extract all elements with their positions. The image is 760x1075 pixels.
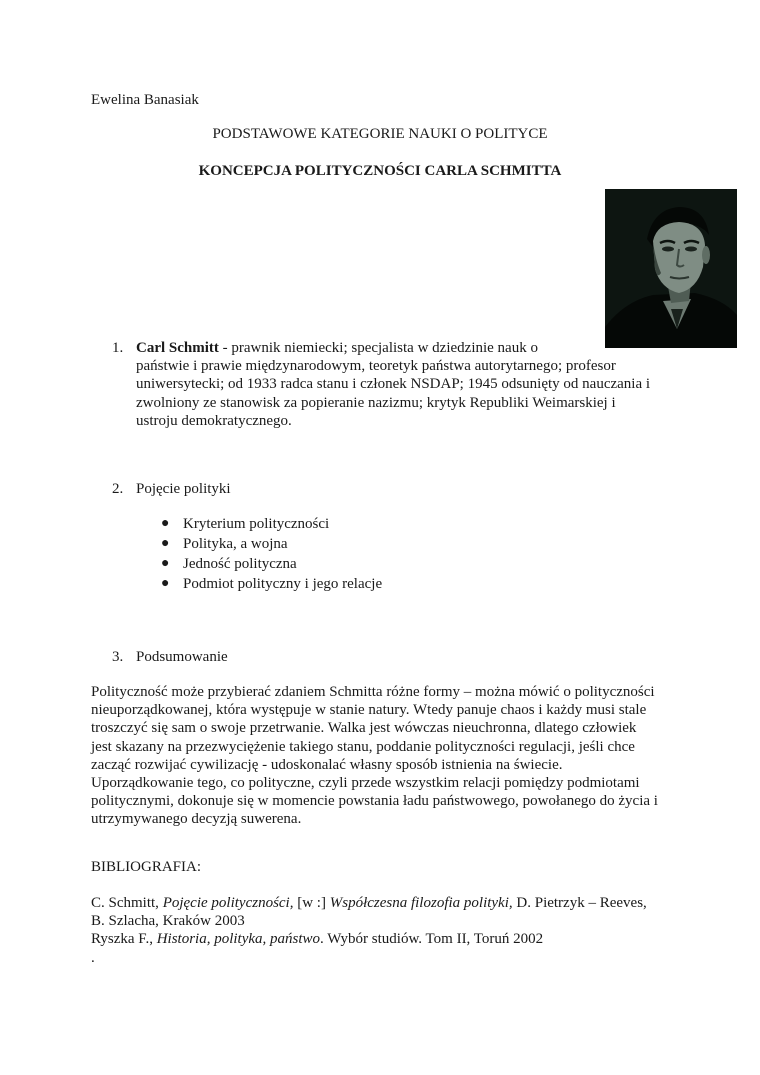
bullet-icon: ● — [161, 556, 170, 571]
summary-line: nieuporządkowanej, która występuje w stanie natury. Wtedy panuje chaos i każdy musi stale — [91, 702, 647, 719]
summary-line: Polityczność może przybierać zdaniem Schmitta różne formy – można mówić o polityczności — [91, 684, 655, 700]
bullet-icon: ● — [161, 536, 170, 551]
bullet-item: Kryterium polityczności — [183, 516, 330, 532]
bibliography-entry-1-cont: B. Szlacha, Kraków 2003 — [91, 913, 245, 930]
bib-2-author: Ryszka F., — [91, 931, 157, 948]
bibliography-entries — [91, 894, 647, 967]
summary-line: jest skazany na przezwyciężenie takiego stanu, poddanie polityczności regulacji, jeśli chce — [91, 738, 635, 755]
bib-1-book: Współczesna filozofia polityki, — [329, 895, 513, 911]
document-title: KONCEPCJA POLITYCZNOŚCI CARLA SCHMITTA — [198, 163, 562, 179]
bib-1-rest: D. Pietrzyk – Reeves, — [512, 895, 647, 911]
bullet-item: Polityka, a wojna — [183, 536, 288, 552]
portrait-photo — [605, 189, 737, 348]
section-1-line-3: uniwersytecki; od 1933 radca stanu i członek NSDAP; 1945 odsunięty od nauczania i — [136, 376, 651, 393]
course-title: PODSTAWOWE KATEGORIE NAUKI O POLITYCE — [212, 126, 548, 142]
bibliography-entry-1 — [91, 894, 647, 912]
bullet-item: Jedność polityczna — [183, 556, 297, 572]
author-name: Ewelina Banasiak — [91, 92, 199, 108]
section-2-number: 2. — [112, 481, 124, 497]
bib-1-author: C. Schmitt, — [91, 895, 163, 911]
trailing-mark: . — [91, 949, 95, 966]
section-1-line-4: zwolniony ze stanowisk za popieranie nazizmu; krytyk Republiki Weimarskiej i — [136, 394, 616, 411]
summary-line: troszczyć się sam o swoje przetrwanie. Walka jest wówczas nieuchronna, dlatego człowiek — [91, 720, 637, 737]
bib-2-title: Historia, polityka, państwo — [156, 931, 321, 948]
section-1-text — [136, 339, 650, 430]
portrait-illustration — [605, 189, 737, 348]
bibliography-entry-2 — [91, 930, 647, 948]
bib-2-rest: . Wybór studiów. Tom II, Toruń 2002 — [320, 931, 544, 948]
section-3-heading: Podsumowanie — [136, 649, 228, 665]
section-1-name: Carl Schmitt — [136, 340, 219, 356]
section-1-line-5: ustroju demokratycznego. — [136, 412, 292, 429]
bullet-item: Podmiot polityczny i jego relacje — [183, 576, 383, 592]
bullet-icon: ● — [161, 516, 170, 531]
section-1-line-1: - prawnik niemiecki; specjalista w dziedzinie nauk o — [218, 340, 538, 356]
section-3-number: 3. — [112, 649, 124, 665]
section-2-heading: Pojęcie polityki — [136, 481, 231, 497]
bib-1-in: [w :] — [293, 895, 330, 911]
summary-line: Uporządkowanie tego, co polityczne, czyli przede wszystkim relacji pomiędzy podmiotami — [91, 775, 640, 792]
bullet-icon: ● — [161, 576, 170, 591]
summary-line: politycznymi, dokonuje się w momencie powstania ładu państwowego, powołanego do życia i — [91, 793, 658, 810]
summary-line: zacząć rozwijać cywilizację - udoskonalać własny sposób istnienia na świecie. — [91, 756, 563, 773]
summary-paragraph — [91, 683, 658, 829]
summary-line: utrzymywanego decyzją suwerena. — [91, 811, 302, 828]
section-1-line-2: państwie i prawie międzynarodowym, teoretyk państwa autorytarnego; profesor — [136, 358, 616, 375]
bibliography-heading: BIBLIOGRAFIA: — [91, 859, 202, 875]
bib-1-title: Pojęcie polityczności, — [162, 895, 294, 911]
section-1-number: 1. — [112, 340, 124, 356]
